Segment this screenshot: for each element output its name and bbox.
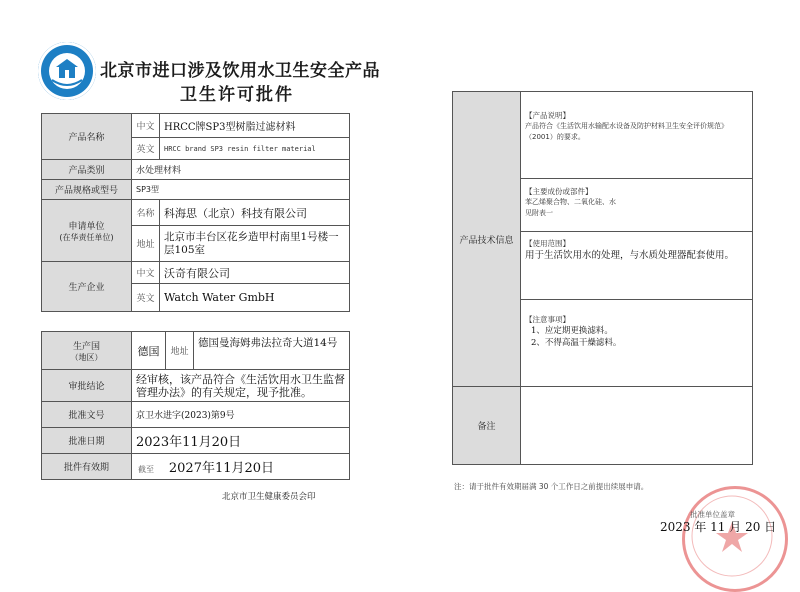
- manufacturer-cn-label: 中文: [132, 262, 160, 284]
- country-value: 德国: [132, 332, 166, 370]
- approval-date: 2023年11月20日: [132, 428, 350, 454]
- tech-label: 产品技术信息: [453, 92, 521, 387]
- product-name-label: 产品名称: [42, 114, 132, 160]
- renewal-note: 注：请于批件有效期届满 30 个工作日之前提出续展申请。: [454, 482, 649, 491]
- country-label-sub: （地区）: [70, 352, 103, 362]
- category-value: 水处理材料: [132, 160, 350, 180]
- component-text2: 见附表一: [525, 209, 553, 217]
- applicant-label-text: 申请单位: [68, 221, 105, 232]
- document-subtitle: 卫生许可批件: [180, 85, 294, 105]
- approval-no-label: 批准文号: [42, 402, 132, 428]
- tech-info-table: [452, 91, 753, 465]
- spec-label: 产品规格或型号: [42, 180, 132, 200]
- country-address-label: 地址: [166, 332, 194, 370]
- approver-label: 批准单位盖章: [690, 510, 735, 519]
- product-name-cn: HRCC牌SP3型树脂过滤材料: [160, 114, 350, 138]
- product-name-en: HRCC brand SP3 resin filter material: [160, 138, 350, 160]
- caution-section: [521, 300, 753, 387]
- category-label: 产品类别: [42, 160, 132, 180]
- health-supervision-logo: [38, 42, 96, 100]
- approval-table: [41, 369, 350, 480]
- official-seal: [682, 486, 788, 592]
- remarks-value: [521, 387, 753, 465]
- scope-text: 用于生活饮用水的处理，与水质处理器配套使用。: [525, 250, 735, 261]
- component-section: [521, 179, 753, 232]
- validity-mid: 截至: [138, 465, 154, 474]
- manufacturer-cn: 沃奇有限公司: [160, 262, 350, 284]
- applicant-address: 北京市丰台区花乡造甲村南里1号楼一层105室: [160, 226, 350, 262]
- applicant-name: 科海思（北京）科技有限公司: [160, 200, 350, 226]
- component-heading: 【主要成份或部件】: [525, 187, 593, 196]
- conclusion-text: 经审核，该产品符合《生活饮用水卫生监督管理办法》的有关规定，现予批准。: [132, 370, 350, 402]
- manufacturer-label: 生产企业: [42, 262, 132, 312]
- emblem-icon: [38, 42, 96, 100]
- conclusion-label: 审批结论: [42, 370, 132, 402]
- approval-date-label: 批准日期: [42, 428, 132, 454]
- country-table: [41, 331, 350, 370]
- scope-heading: 【使用范围】: [525, 239, 570, 248]
- remarks-label: 备注: [453, 387, 521, 465]
- caution-heading: 【注意事项】: [525, 315, 570, 324]
- manufacturer-en: Watch Water GmbH: [160, 284, 350, 312]
- scope-section: [521, 232, 753, 300]
- desc-section: [521, 92, 753, 179]
- applicant-label: [42, 200, 132, 262]
- license-table: [41, 113, 350, 312]
- approval-no: 京卫水进字(2023)第9号: [132, 402, 350, 428]
- spec-value: SP3型: [132, 180, 350, 200]
- document-title: 北京市进口涉及饮用水卫生安全产品: [100, 61, 380, 81]
- applicant-label-sub: (在华责任单位): [59, 232, 114, 242]
- manufacturer-en-label: 英文: [132, 284, 160, 312]
- applicant-address-label: 地址: [132, 226, 160, 262]
- country-label: [42, 332, 132, 370]
- en-label: 英文: [132, 138, 160, 160]
- star-icon: [682, 486, 782, 586]
- validity-label: 批件有效期: [42, 454, 132, 480]
- country-address: 德国曼海姆弗法拉奇大道14号: [194, 332, 350, 370]
- country-label-text: 生产国: [72, 341, 100, 352]
- desc-heading: 【产品说明】: [525, 111, 570, 120]
- caution-1: 1、应定期更换滤料。: [531, 326, 613, 336]
- component-text: 苯乙烯聚合物、二氧化硅、水: [525, 198, 616, 206]
- desc-text: 产品符合《生活饮用水输配水设备及防护材料卫生安全评价规范》（2001）的要求。: [525, 122, 728, 141]
- cn-label: 中文: [132, 114, 160, 138]
- validity-date: 2027年11月20日: [168, 461, 275, 476]
- applicant-name-label: 名称: [132, 200, 160, 226]
- issuer-seal-text: 北京市卫生健康委员会印: [222, 492, 316, 502]
- caution-2: 2、不得高温干燥滤料。: [531, 338, 622, 348]
- approver-date: 2023 年 11 月 20 日: [660, 520, 777, 534]
- validity-cell: [132, 454, 350, 480]
